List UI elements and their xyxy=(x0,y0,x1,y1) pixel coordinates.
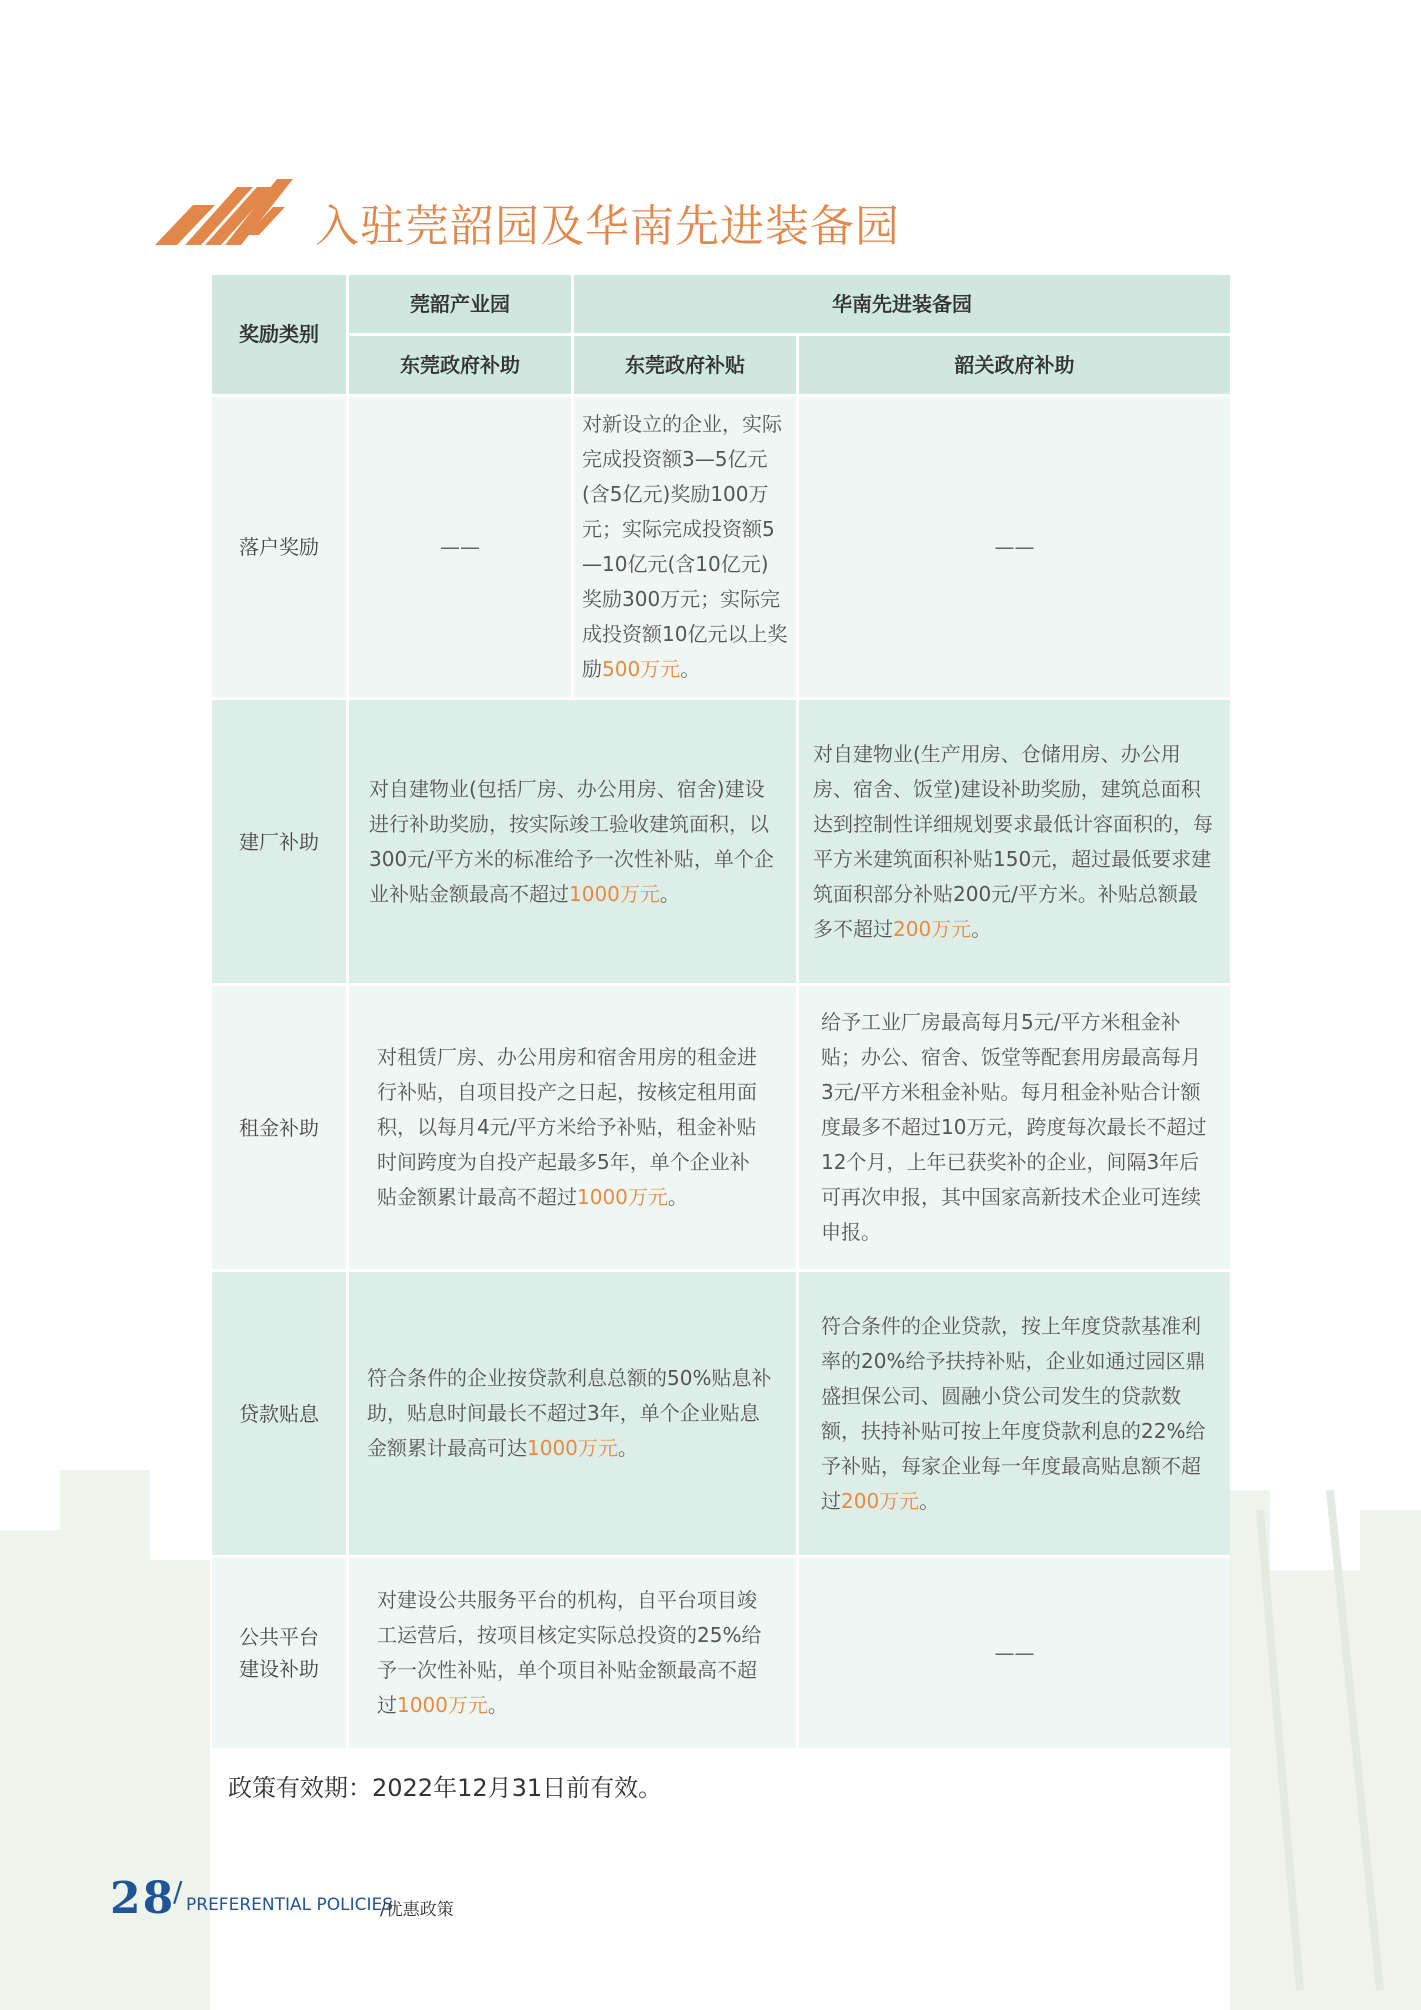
highlight-amount: 1000万元 xyxy=(527,1436,618,1460)
row-category: 公共平台 建设补助 xyxy=(212,1558,346,1748)
policy-text: 对建设公共服务平台的机构，自平台项目竣工运营后，按项目核定实际总投资的25%给予一次性补贴，单个项目补贴金额最高不超过1000万元。 xyxy=(349,1558,796,1748)
orange-stripes-icon xyxy=(155,175,315,255)
row-category: 贷款贴息 xyxy=(212,1272,346,1555)
table-row xyxy=(212,1558,1230,1748)
header-dongguan-allowance: 东莞政府补贴 xyxy=(574,336,796,394)
highlight-amount: 500万元 xyxy=(602,657,681,681)
table-row xyxy=(212,986,1230,1269)
empty-cell-dash: —— xyxy=(799,1558,1230,1748)
header-dongguan-subsidy: 东莞政府补助 xyxy=(349,336,571,394)
header-park-huanan: 华南先进装备园 xyxy=(574,275,1230,333)
empty-cell-dash: —— xyxy=(799,397,1230,697)
page-title: 入驻莞韶园及华南先进装备园 xyxy=(315,201,900,252)
policy-text: 对新设立的企业，实际完成投资额3—5亿元(含5亿元)奖励100万元；实际完成投资额5—10亿元(含10亿元)奖励300万元；实际完成投资额10亿元以上奖励500万元。 xyxy=(574,397,796,697)
header-category: 奖励类别 xyxy=(212,275,346,394)
highlight-amount: 1000万元 xyxy=(397,1693,488,1717)
policy-validity-note: 政策有效期：2022年12月31日前有效。 xyxy=(228,1774,663,1802)
footer-section-english: PREFERENTIAL POLICIES xyxy=(186,1895,394,1915)
row-category: 落户奖励 xyxy=(212,397,346,697)
highlight-amount: 200万元 xyxy=(893,916,972,941)
header-shaoguan-subsidy: 韶关政府补助 xyxy=(799,336,1230,394)
policy-text: 对自建物业(生产用房、仓储用房、办公用房、宿舍、饭堂)建设补助奖励，建筑总面积达到控制性详细规划要求最低计容面积的，每平方米建筑面积补贴150元，超过最低要求建筑面积部分补贴200元/平方米。补贴总额最多不超过200万元。 xyxy=(799,700,1230,983)
footer-section-chinese: /优惠政策 xyxy=(380,1900,454,1920)
highlight-amount: 1000万元 xyxy=(569,881,660,906)
highlight-amount: 1000万元 xyxy=(577,1185,668,1209)
row-category: 建厂补助 xyxy=(212,700,346,983)
empty-cell-dash: —— xyxy=(349,397,571,697)
footer-slash: / xyxy=(173,1875,183,1908)
incentive-policy-table xyxy=(209,272,1233,1751)
row-category: 租金补助 xyxy=(212,986,346,1269)
policy-text: 符合条件的企业按贷款利息总额的50%贴息补助，贴息时间最长不超过3年，单个企业贴息金额累计最高可达1000万元。 xyxy=(349,1272,796,1555)
highlight-amount: 200万元 xyxy=(841,1488,920,1513)
policy-text: 给予工业厂房最高每月5元/平方米租金补贴；办公、宿舍、饭堂等配套用房最高每月3元/平方米租金补贴。每月租金补贴合计额度最多不超过10万元，跨度每次最长不超过12个月，上年已获奖补的企业，间隔3年后可再次申报，其中国家高新技术企业可连续申报。 xyxy=(799,986,1230,1269)
policy-text: 符合条件的企业贷款，按上年度贷款基准利率的20%给予扶持补贴，企业如通过园区鼎盛担保公司、圆融小贷公司发生的贷款数额，扶持补贴可按上年度贷款利息的22%给予补贴，每家企业每一年度最高贴息额不超过200万元。 xyxy=(799,1272,1230,1555)
table-row xyxy=(212,700,1230,983)
policy-text: 对租赁厂房、办公用房和宿舍用房的租金进行补贴，自项目投产之日起，按核定租用面积，以每月4元/平方米给予补贴，租金补贴时间跨度为自投产起最多5年，单个企业补贴金额累计最高不超过1000万元。 xyxy=(349,986,796,1269)
page-number: 28 xyxy=(110,1873,176,1924)
header-park-dongshao: 莞韶产业园 xyxy=(349,275,571,333)
table-row xyxy=(212,397,1230,697)
policy-text: 对自建物业(包括厂房、办公用房、宿舍)建设进行补助奖励，按实际竣工验收建筑面积，以300元/平方米的标准给予一次性补贴，单个企业补贴金额最高不超过1000万元。 xyxy=(349,700,796,983)
table-row xyxy=(212,1272,1230,1555)
